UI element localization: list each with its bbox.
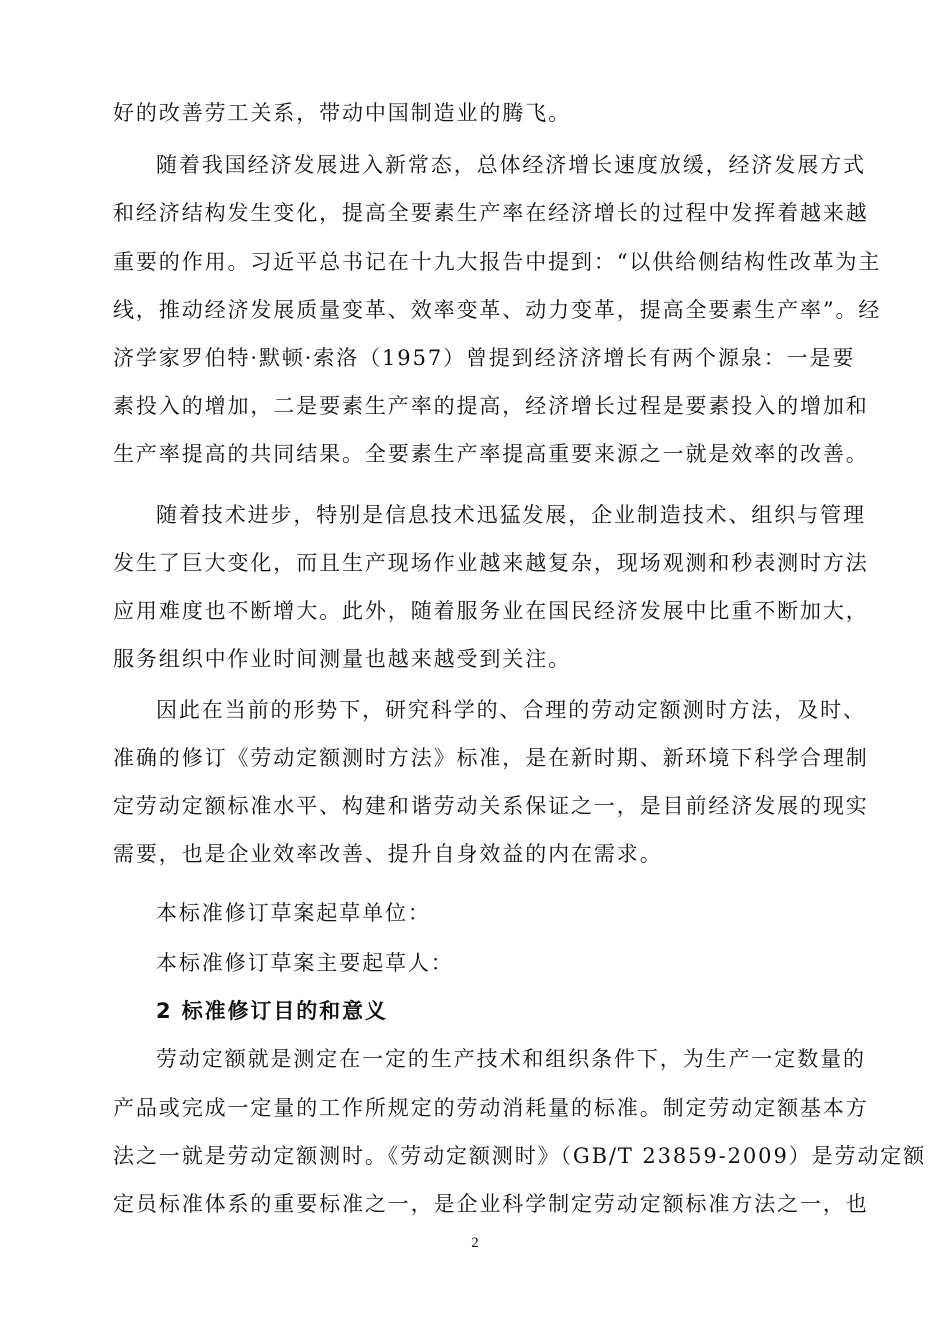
paragraph-line: 好的改善劳工关系，带动中国制造业的腾飞。 xyxy=(113,101,571,125)
paragraph-line: 因此在当前的形势下，研究科学的、合理的劳动定额测时方法，及时、 xyxy=(156,698,866,722)
paragraph-line: 劳动定额就是测定在一定的生产技术和组织条件下，为生产一定数量的 xyxy=(156,1047,866,1071)
paragraph-line: 发生了巨大变化，而且生产现场作业越来越复杂，现场观测和秒表测时方法 xyxy=(113,551,869,575)
paragraph-line: 定员标准体系的重要标准之一，是企业科学制定劳动定额标准方法之一，也 xyxy=(113,1192,869,1216)
paragraph-line: 定劳动定额标准水平、构建和谐劳动关系保证之一，是目前经济发展的现实 xyxy=(113,794,869,818)
section-heading: 2 标准修订目的和意义 xyxy=(156,999,388,1023)
paragraph-line: 法之一就是劳动定额测时。《劳动定额测时》（GB/T 23859-2009）是劳动定额 xyxy=(113,1144,927,1168)
paragraph-line: 随着技术进步，特别是信息技术迅猛发展，企业制造技术、组织与管理 xyxy=(156,503,866,527)
paragraph-line: 随着我国经济发展进入新常态，总体经济增长速度放缓，经济发展方式 xyxy=(156,153,866,177)
drafting-unit-label: 本标准修订草案起草单位： xyxy=(156,901,431,925)
paragraph-line: 素投入的增加，二是要素生产率的提高，经济增长过程是要素投入的增加和 xyxy=(113,394,869,418)
paragraph-line: 生产率提高的共同结果。全要素生产率提高重要来源之一就是效率的改善。 xyxy=(113,442,869,466)
paragraph-line: 产品或完成一定量的工作所规定的劳动消耗量的标准。制定劳动定额基本方 xyxy=(113,1096,869,1120)
paragraph-line: 应用难度也不断增大。此外，随着服务业在国民经济发展中比重不断加大， xyxy=(113,599,869,623)
paragraph-line: 服务组织中作业时间测量也越来越受到关注。 xyxy=(113,647,571,671)
drafters-label: 本标准修订草案主要起草人： xyxy=(156,951,454,975)
paragraph-line: 需要，也是企业效率改善、提升自身效益的内在需求。 xyxy=(113,842,663,866)
paragraph-line: 和经济结构发生变化，提高全要素生产率在经济增长的过程中发挥着越来越 xyxy=(113,201,869,225)
page-number: 2 xyxy=(471,1235,479,1251)
paragraph-line: 重要的作用。习近平总书记在十九大报告中提到：“以供给侧结构性改革为主 xyxy=(113,250,882,274)
paragraph-line: 济学家罗伯特·默顿·索洛（1957）曾提到经济济增长有两个源泉：一是要 xyxy=(113,346,856,370)
paragraph-line: 线，推动经济发展质量变革、效率变革、动力变革，提高全要素生产率”。经 xyxy=(113,298,882,322)
paragraph-line: 准确的修订《劳动定额测时方法》标准，是在新时期、新环境下科学合理制 xyxy=(113,746,869,770)
